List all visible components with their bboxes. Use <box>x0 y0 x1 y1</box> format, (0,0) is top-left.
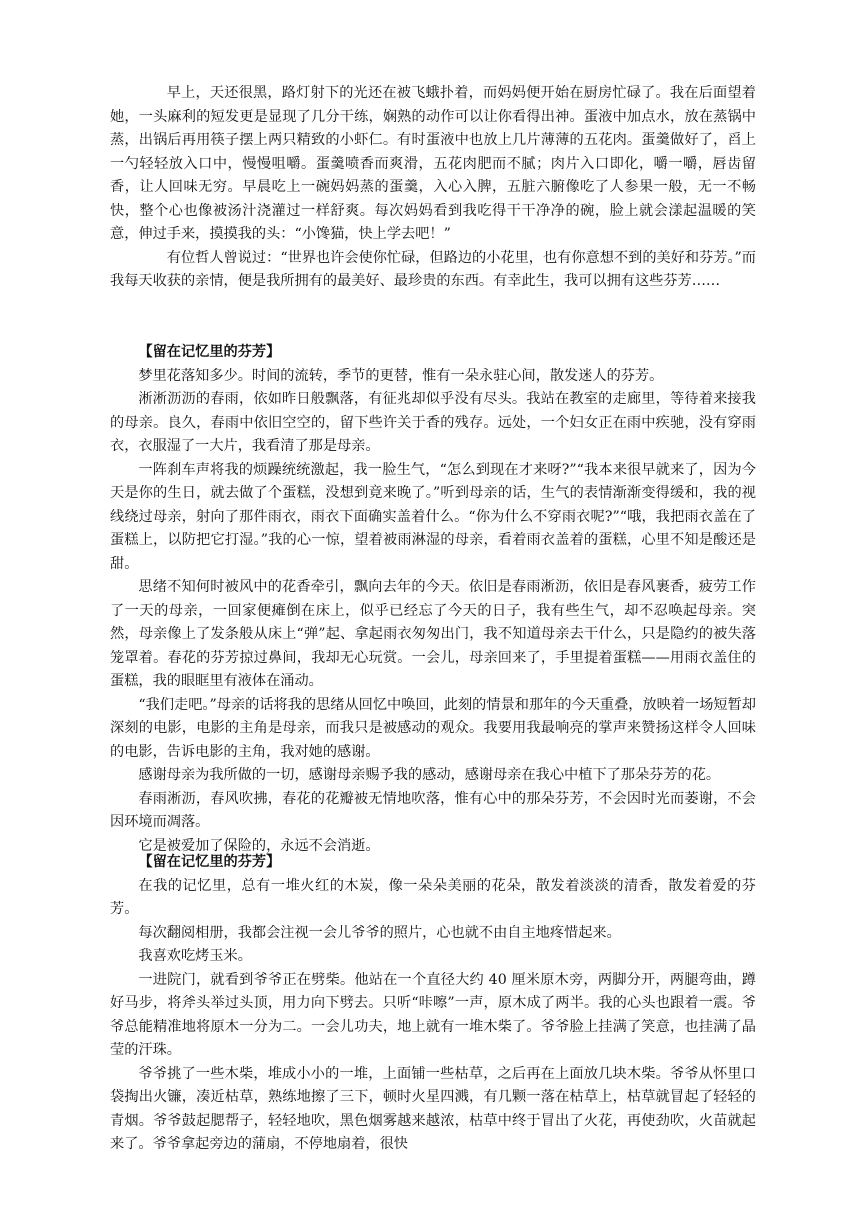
paragraph: 梦里花落知多少。时间的流转，季节的更替，惟有一朵永驻心间，散发迷人的芬芳。 <box>138 367 664 384</box>
paragraph: 爷爷挑了一些木柴，堆成小小的一堆，上面铺一些枯草，之后再在上面放几块木柴。爷爷从怀里口袋掏出火镰，凑近枯草，熟练地擦了三下，顿时火星四溅，有几颗一落在枯草上，枯草就冒起了轻轻的青烟。爷爷鼓起腮帮子，轻轻地吹，黑色烟雾越来越浓，枯草中终于冒出了火花，再使劲吹，火苗就起来了。爷爷拿起旁边的蒲扇，不停地扇着，很快 <box>110 1065 756 1152</box>
paragraph: “我们走吧。”母亲的话将我的思绪从回忆中唤回，此刻的情景和那年的今天重叠，放映着一场短暂却深刻的电影，电影的主角是母亲，而我只是被感动的观众。我要用我最响亮的掌声来赞扬这样令人回味的电影，告诉电影的主角，我对她的感谢。 <box>110 696 756 760</box>
paragraph: 我喜欢吃烤玉米。 <box>138 948 252 964</box>
paragraph: 早上，天还很黑，路灯射下的光还在被飞蛾扑着，而妈妈便开始在厨房忙碌了。我在后面望着她，一头麻利的短发更是显现了几分干练，娴熟的动作可以让你看得出神。蛋液中加点水，放在蒸锅中蒸，出锅后再用筷子摆上两只精致的小虾仁。有时蛋液中也放上几片薄薄的五花肉。蛋羹做好了，舀上一勺轻轻放入口中，慢慢咀嚼。蛋羹喷香而爽滑，五花肉肥而不腻；肉片入口即化，嚼一嚼，唇齿留香，让人回味无穷。早晨吃上一碗妈妈蒸的蛋羹，入心入脾，五脏六腑像吃了人参果一般，无一不畅快，整个心也像被汤汁浇灌过一样舒爽。每次妈妈看到我吃得干干净净的碗，脸上就会漾起温暖的笑意，伸过手来，摸摸我的头：“小馋猫，快上学去吧！” <box>110 85 756 242</box>
section-essay-2 <box>110 851 756 1157</box>
section-intro <box>110 82 756 294</box>
paragraph: 一进院门，就看到爷爷正在劈柴。他站在一个直径大约 40 厘米原木旁，两脚分开，两腿弯曲，蹲好马步，将斧头举过头顶，用力向下劈去。只听“咔嚓”一声，原木成了两半。我的心头也跟着一震。爷爷总能精准地将原木一分为二。一会儿功夫，地上就有一堆木柴了。爷爷脸上挂满了笑意，也挂满了晶莹的汗珠。 <box>110 971 756 1058</box>
section-title: 【留在记忆里的芬芳】 <box>138 344 281 360</box>
paragraph: 有位哲人曾说过：“世界也许会使你忙碌，但路边的小花里，也有你意想不到的美好和芬芳。”而我每天收获的亲情，便是我所拥有的最美好、最珍贵的东西。有幸此生，我可以拥有这些芬芳…… <box>110 249 756 289</box>
paragraph: 春雨淅沥，春风吹拂，春花的花瓣被无情地吹落，惟有心中的那朵芬芳，不会因时光而萎谢，不会因环境而凋落。 <box>110 790 756 830</box>
section-title: 【留在记忆里的芬芳】 <box>138 854 281 870</box>
paragraph: 淅淅沥沥的春雨，依如昨日般飘落，有征兆却似乎没有尽头。我站在教室的走廊里，等待着来接我的母亲。良久，春雨中依旧空空的，留下些许关于香的残存。远处，一个妇女正在雨中疾驰，没有穿雨衣，衣服湿了一大片，我看清了那是母亲。 <box>110 391 756 454</box>
paragraph: 思绪不知何时被风中的花香牵引，飘向去年的今天。依旧是春雨淅沥，依旧是春风裹香，疲劳工作了一天的母亲，一回家便瘫倒在床上，似乎已经忘了今天的日子，我有些生气，却不忍唤起母亲。突然，母亲像上了发条般从床上“弹”起、拿起雨衣匆匆出门，我不知道母亲去干什么，只是隐约的被失落笼罩着。春花的芬芳掠过鼻间，我却无心玩赏。一会儿，母亲回来了，手里提着蛋糕——用雨衣盖住的蛋糕，我的眼眶里有液体在涌动。 <box>110 579 756 689</box>
paragraph: 一阵刹车声将我的烦躁统统激起，我一脸生气，“怎么到现在才来呀?”“我本来很早就来了，因为今天是你的生日，就去做了个蛋糕，没想到竟来晚了。”听到母亲的话，生气的表情渐渐变得缓和，我的视线绕过母亲，射向了那件雨衣，雨衣下面确实盖着什么。“你为什么不穿雨衣呢?”“哦，我把雨衣盖在了蛋糕上，以防把它打湿。”我的心一惊，望着被雨淋湿的母亲，看着雨衣盖着的蛋糕，心里不知是酸还是甜。 <box>110 461 756 572</box>
paragraph: 感谢母亲为我所做的一切，感谢母亲赐予我的感动，感谢母亲在我心中植下了那朵芬芳的花。 <box>138 767 721 783</box>
section-essay-1 <box>110 341 756 858</box>
paragraph: 它是被爱加了保险的，永远不会消逝。 <box>138 837 380 854</box>
paragraph: 每次翻阅相册，我都会注视一会儿爷爷的照片，心也就不由自主地疼惜起来。 <box>138 924 621 941</box>
paragraph: 在我的记忆里，总有一堆火红的木炭，像一朵朵美丽的花朵，散发着淡淡的清香，散发着爱的芬芳。 <box>110 877 756 917</box>
